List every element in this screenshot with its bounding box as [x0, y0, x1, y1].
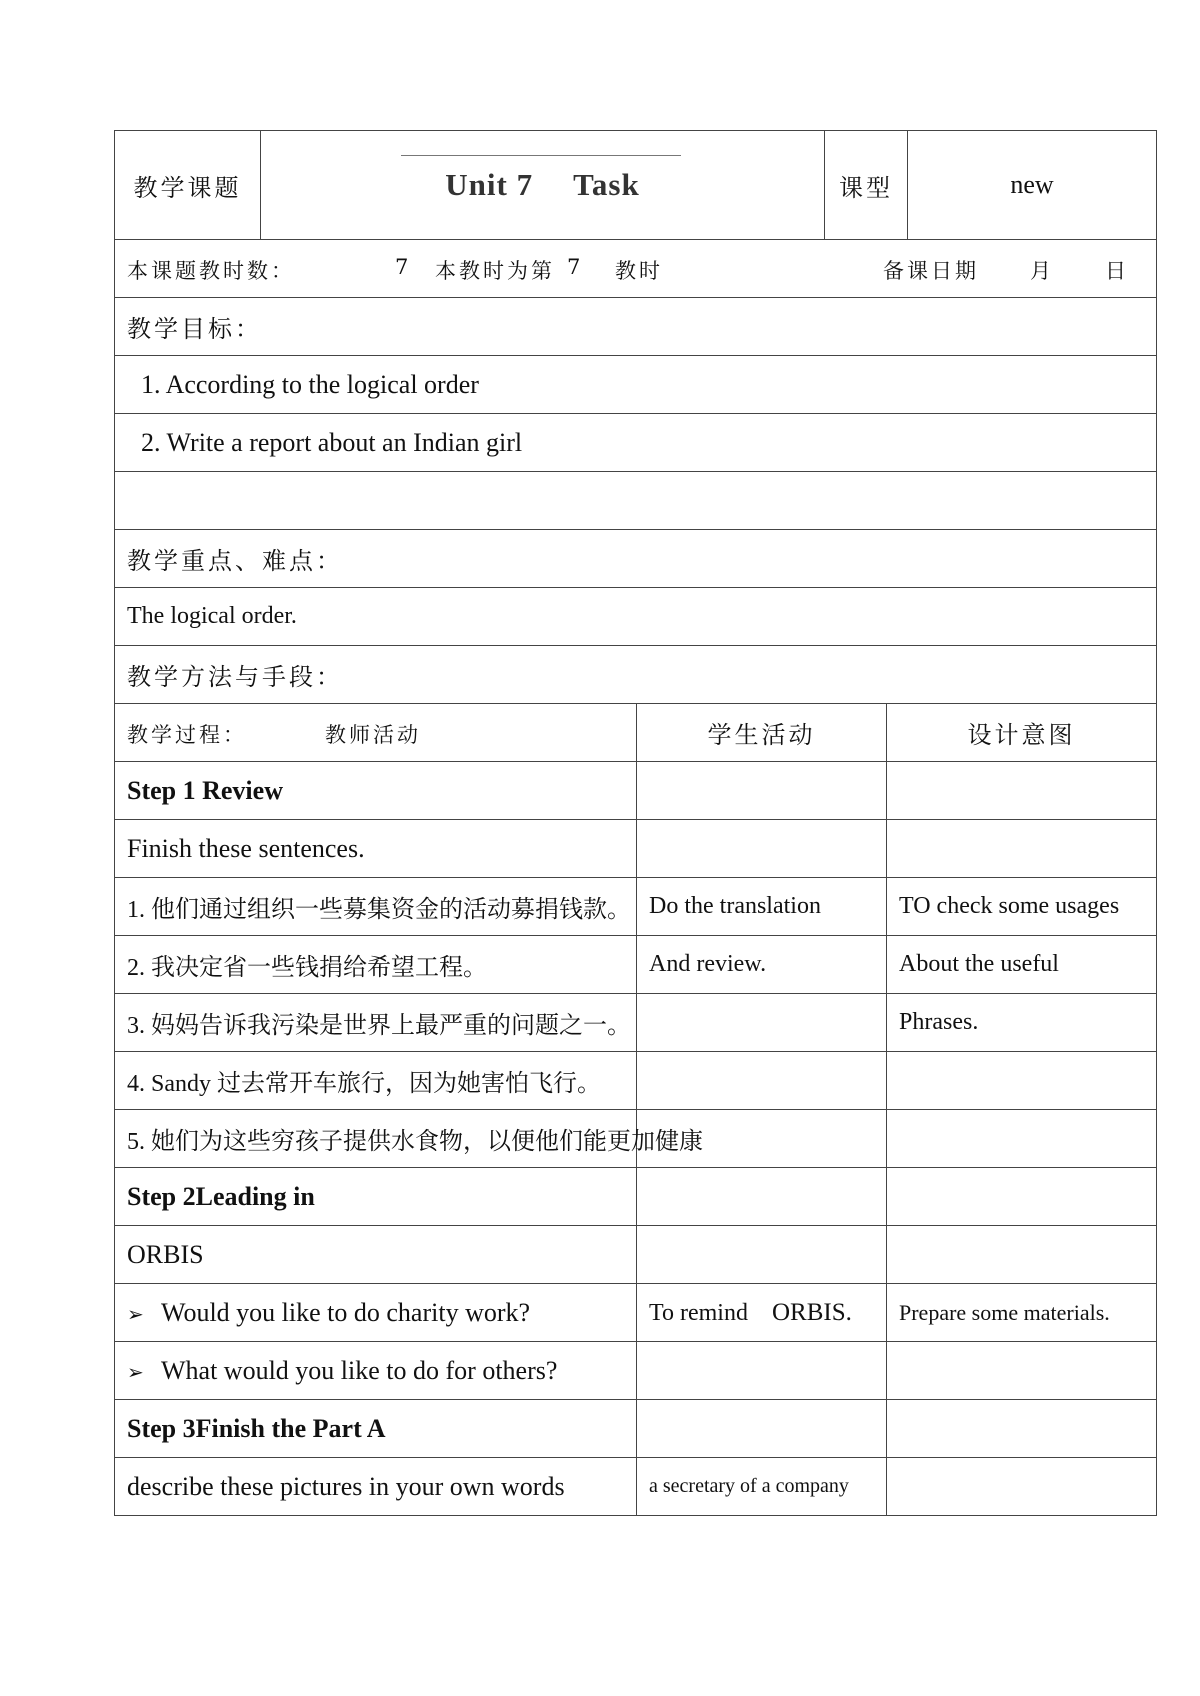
intent-cell: About the useful [887, 936, 1157, 994]
objective-item: 2. Write a report about an Indian girl [115, 414, 1157, 472]
teacher-cell: Finish these sentences. [115, 820, 637, 878]
key-points-value: The logical order. [115, 588, 1157, 646]
intent-col-header: 设计意图 [887, 704, 1157, 762]
student-cell [637, 820, 887, 878]
objective-item: 1. According to the logical order [115, 356, 1157, 414]
title-task: Task [573, 167, 640, 202]
objectives-label: 教学目标： [115, 298, 1157, 356]
student-cell [637, 1400, 887, 1458]
intent-cell [887, 1052, 1157, 1110]
question-text: What would you like to do for others? [161, 1355, 558, 1385]
step-heading: Step 2Leading in [115, 1168, 637, 1226]
teacher-cell [115, 1342, 637, 1400]
teacher-cell: describe these pictures in your own words [115, 1458, 637, 1516]
intent-cell [887, 1168, 1157, 1226]
student-cell [637, 762, 887, 820]
lesson-title [261, 131, 825, 240]
empty-row [115, 472, 1157, 530]
student-cell [637, 1342, 887, 1400]
process-table [114, 703, 1157, 1516]
student-text-b: ORBIS. [771, 1298, 852, 1326]
student-col-header: 学生活动 [637, 704, 887, 762]
student-cell [637, 1168, 887, 1226]
subject-label: 教学课题 [115, 131, 261, 240]
teacher-cell: 5. 她们为这些穷孩子提供水食物，以便他们能更加健康 [115, 1110, 637, 1168]
teacher-cell: 2. 我决定省一些钱捐给希望工程。 [115, 936, 637, 994]
intent-cell [887, 820, 1157, 878]
student-cell [637, 1226, 887, 1284]
lesson-plan-sheet [114, 130, 1156, 1516]
key-points-label: 教学重点、难点： [115, 530, 1157, 588]
student-cell [637, 994, 887, 1052]
student-cell [637, 1284, 887, 1342]
student-cell: a secretary of a company [637, 1458, 887, 1516]
intent-cell: Prepare some materials. [887, 1284, 1157, 1342]
type-value: new [908, 131, 1157, 240]
teacher-cell: 4. Sandy 过去常开车旅行，因为她害怕飞行。 [115, 1052, 637, 1110]
current-period-label: 本教时为第 [435, 259, 555, 283]
teacher-cell: 3. 妈妈告诉我污染是世界上最严重的问题之一。 [115, 994, 637, 1052]
header-table [114, 130, 1157, 240]
title-unit: Unit 7 [445, 167, 534, 202]
student-cell [637, 1052, 887, 1110]
day-label: 日 [1105, 259, 1129, 283]
teacher-cell: 1. 他们通过组织一些募集资金的活动募捐钱款。 [115, 878, 637, 936]
title-rule [401, 155, 681, 156]
methods-label: 教学方法与手段： [115, 646, 1157, 704]
step-heading: Step 3Finish the Part A [115, 1400, 637, 1458]
intent-cell [887, 1458, 1157, 1516]
prep-date-label: 备课日期 [883, 259, 979, 283]
month-label: 月 [1030, 259, 1054, 283]
intent-cell [887, 1226, 1157, 1284]
teacher-col-header: 教师活动 [325, 723, 421, 747]
total-periods-label: 本课题教时数： [127, 259, 295, 283]
type-label: 课型 [825, 131, 908, 240]
teacher-cell [115, 1284, 637, 1342]
intent-cell [887, 1400, 1157, 1458]
current-period-value: 7 [567, 255, 584, 279]
student-cell: And review. [637, 936, 887, 994]
step-heading: Step 1 Review [115, 762, 637, 820]
intent-cell: Phrases. [887, 994, 1157, 1052]
student-cell: Do the translation [637, 878, 887, 936]
total-periods-value: 7 [395, 255, 412, 279]
intent-cell [887, 762, 1157, 820]
period-suffix: 教时 [615, 259, 663, 283]
intent-cell: TO check some usages [887, 878, 1157, 936]
process-label: 教学过程： [127, 723, 247, 747]
periods-row [115, 240, 1157, 298]
question-text: Would you like to do charity work? [161, 1297, 531, 1327]
arrow-bullet-icon: ➢ [127, 1359, 144, 1384]
arrow-bullet-icon: ➢ [127, 1301, 144, 1326]
teacher-cell: ORBIS [115, 1226, 637, 1284]
intent-cell [887, 1110, 1157, 1168]
student-text-a: To remind [649, 1299, 748, 1326]
process-header-cell [115, 704, 637, 762]
intent-cell [887, 1342, 1157, 1400]
info-table [114, 239, 1157, 704]
